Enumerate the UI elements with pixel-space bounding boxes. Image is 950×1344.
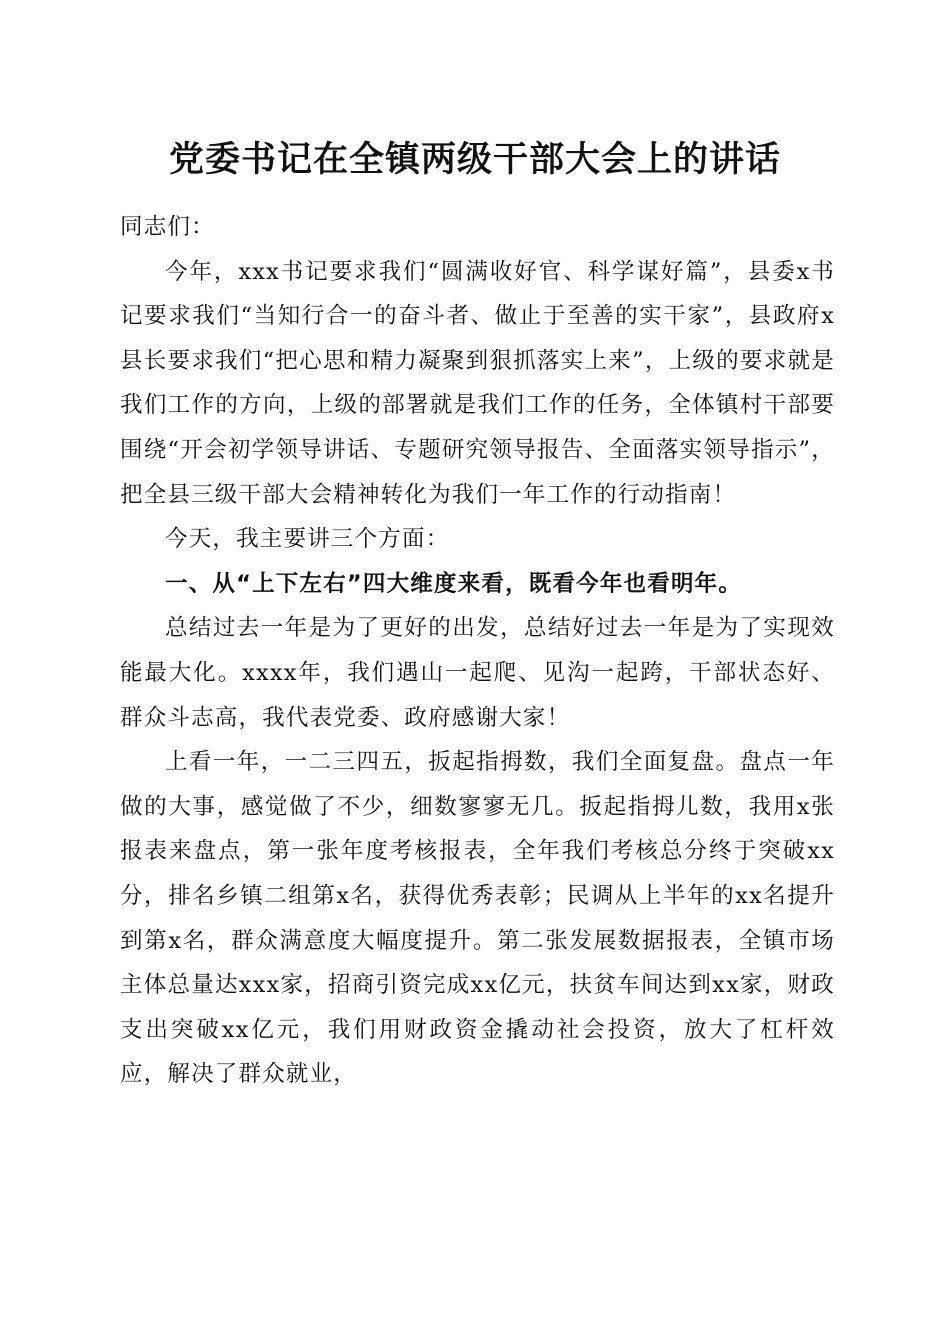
salutation: 同志们： [120, 214, 215, 240]
document-body [120, 205, 835, 1097]
paragraph-outline: 今天，我主要讲三个方面： [165, 526, 450, 553]
section-heading: 一、从“上下左右”四大维度来看，既看今年也看明年。 [165, 570, 743, 597]
paragraph-summary: 总结过去一年是为了更好的出发，总结好过去一年是为了实现效能最大化。xxxx年，我们遇山一起爬、见沟一起跨，干部状态好、群众斗志高，我代表党委、政府感谢大家！ [120, 615, 835, 731]
document-title: 党委书记在全镇两级干部大会上的讲话 [168, 139, 781, 180]
paragraph-intro: 今年，xxx书记要求我们“圆满收好官、科学谋好篇”，县委x书记要求我们“当知行合一的奋斗者、做止于至善的实干家”，县政府x县长要求我们“把心思和精力凝聚到狠抓落实上来”，上级的要求就是我们工作的方向，上级的部署就是我们工作的任务，全体镇村干部要围绕“开会初学领导讲话、专题研究领导报告、全面落实领导指示”，把全县三级干部大会精神转化为我们一年工作的行动指南！ [120, 258, 835, 508]
paragraph-review: 上看一年，一二三四五，扳起指拇数，我们全面复盘。盘点一年做的大事，感觉做了不少，细数寥寥无几。扳起指拇儿数，我用x张报表来盘点，第一张年度考核报表，全年我们考核总分终于突破xx分，排名乡镇二组第x名，获得优秀表彰；民调从上半年的xx名提升到第x名，群众满意度大幅度提升。第二张发展数据报表，全镇市场主体总量达xxx家，招商引资完成xx亿元，扶贫车间达到xx家，财政支出突破xx亿元，我们用财政资金撬动社会投资，放大了杠杆效应，解决了群众就业， [120, 749, 835, 1088]
